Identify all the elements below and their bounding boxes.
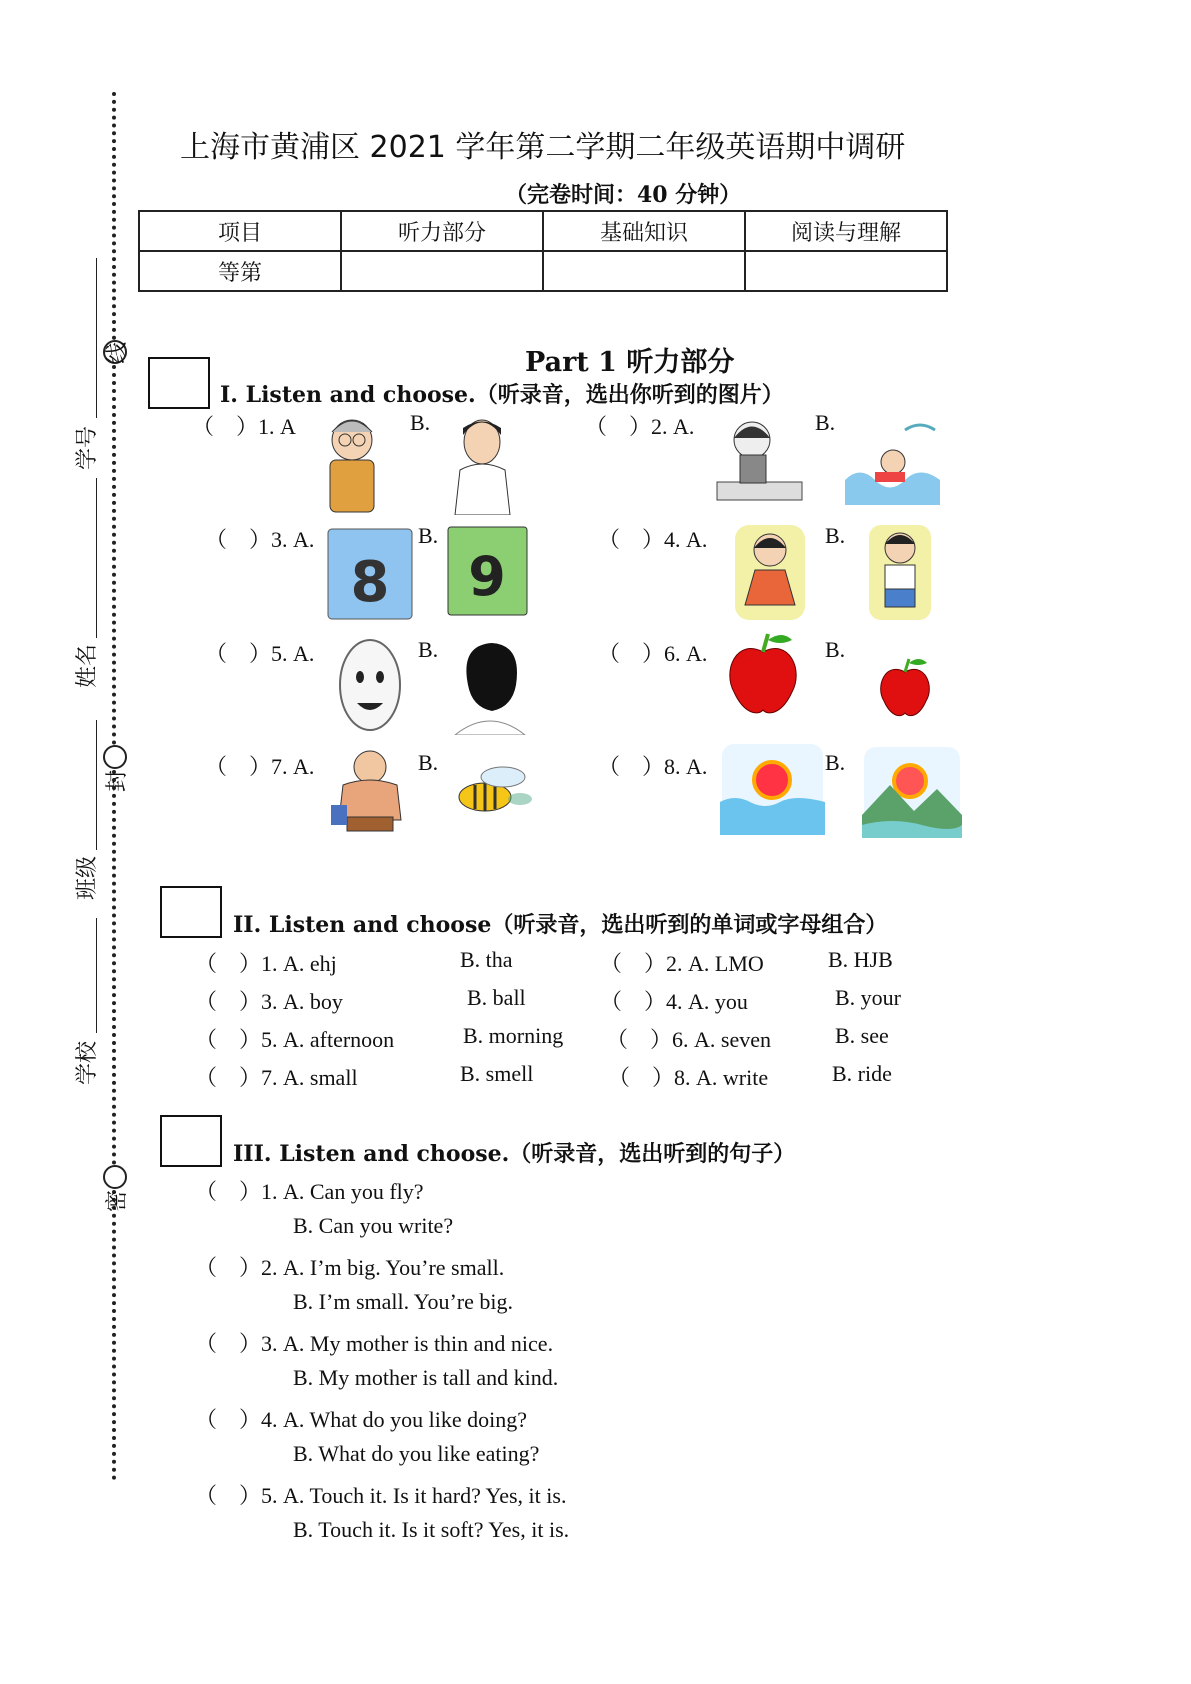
margin-line: [96, 918, 97, 1033]
section2-title: II. Listen and choose（听录音，选出听到的单词或字母组合）: [233, 912, 888, 938]
option-b-label: B.: [418, 750, 439, 775]
section3-title: III. Listen and choose.（听录音，选出听到的句子）: [233, 1141, 796, 1167]
margin-line: [96, 478, 97, 638]
score-box[interactable]: [160, 1115, 222, 1167]
dotted-line: [112, 1190, 116, 1480]
option-b-label: B.: [418, 637, 439, 662]
question-number: （ ）1. A: [192, 414, 296, 439]
question: （ ）2. A. I’m big. You’re small.: [195, 1255, 505, 1280]
circle-mark: [103, 1165, 127, 1189]
margin-mark-feng: 封: [105, 769, 130, 792]
option-b: B. your: [835, 985, 901, 1010]
girl-writing-icon: [712, 410, 807, 505]
number-9-card-icon: [445, 523, 530, 618]
option-b: B. morning: [463, 1023, 564, 1048]
dotted-line: [112, 365, 116, 745]
question: （ ）1. A. ehj: [195, 951, 337, 976]
option-b: B. tha: [460, 947, 513, 972]
boy-icon: [865, 520, 935, 625]
face-icon: [335, 635, 405, 735]
option-b: B. I’m small. You’re big.: [293, 1289, 513, 1314]
svg-text:9: 9: [468, 545, 506, 608]
margin-mark-xian: 线: [105, 341, 130, 364]
option-b: B. see: [835, 1023, 889, 1048]
score-cell[interactable]: [341, 251, 543, 291]
question: （ ）1. A. Can you fly?: [195, 1179, 424, 1204]
score-table: [138, 210, 948, 292]
margin-mark-mi: 密: [105, 1189, 130, 1212]
sunset-hills-icon: [862, 745, 962, 840]
swimming-icon: [845, 410, 940, 505]
question: （ ）4. A. What do you like doing?: [195, 1407, 527, 1432]
man-icon: [445, 410, 520, 515]
option-b-label: B.: [825, 523, 846, 548]
circle-mark: [103, 745, 127, 769]
score-cell[interactable]: [543, 251, 745, 291]
big-apple-icon: [722, 630, 804, 720]
grandma-icon: [312, 410, 392, 515]
option-b: B. ride: [832, 1061, 892, 1086]
score-header: 听力部分: [341, 211, 543, 251]
svg-text:8: 8: [350, 550, 390, 615]
bee-icon: [445, 755, 540, 830]
question-number: （ ）8. A.: [598, 754, 708, 779]
dotted-line: [112, 770, 116, 1165]
option-b: B. My mother is tall and kind.: [293, 1365, 559, 1390]
score-header: 项目: [139, 211, 341, 251]
score-row-label: 等第: [139, 251, 341, 291]
question: （ ）5. A. Touch it. Is it hard? Yes, it is.: [195, 1483, 567, 1508]
margin-label-class: 班级: [75, 855, 100, 900]
small-apple-icon: [875, 655, 935, 720]
number-8-card-icon: [325, 523, 415, 623]
giant-icon: [325, 745, 415, 840]
margin-line: [96, 258, 97, 418]
margin-label-name: 姓名: [75, 643, 100, 688]
question: （ ）3. A. boy: [195, 989, 343, 1014]
question: （ ）8. A. write: [608, 1065, 769, 1090]
option-b: B. HJB: [828, 947, 893, 972]
margin-line: [96, 720, 97, 850]
option-b-label: B.: [418, 523, 439, 548]
option-b: B. Touch it. Is it soft? Yes, it is.: [293, 1517, 570, 1542]
option-b: B. smell: [460, 1061, 534, 1086]
exam-duration: （完卷时间：40 分钟）: [505, 182, 742, 208]
question-number: （ ）3. A.: [205, 527, 315, 552]
page-title: 上海市黄浦区 2021 学年第二学期二年级英语期中调研: [180, 130, 906, 165]
option-b-label: B.: [825, 750, 846, 775]
question-number: （ ）4. A.: [598, 527, 708, 552]
question: （ ）7. A. small: [195, 1065, 358, 1090]
score-header: 阅读与理解: [745, 211, 947, 251]
sunrise-sea-icon: [720, 742, 825, 837]
question: （ ）4. A. you: [600, 989, 748, 1014]
question-number: （ ）6. A.: [598, 641, 708, 666]
question-number: （ ）2. A.: [585, 414, 695, 439]
question: （ ）3. A. My mother is thin and nice.: [195, 1331, 554, 1356]
score-header: 基础知识: [543, 211, 745, 251]
question: （ ）5. A. afternoon: [195, 1027, 395, 1052]
girl-icon: [730, 520, 810, 625]
hair-icon: [450, 635, 530, 735]
part1-title: Part 1 听力部分: [525, 347, 735, 378]
margin-label-school: 学校: [75, 1040, 100, 1085]
question: （ ）6. A. seven: [606, 1027, 771, 1052]
option-b: B. What do you like eating?: [293, 1441, 540, 1466]
score-box[interactable]: [160, 886, 222, 938]
dotted-line: [112, 92, 116, 340]
score-cell[interactable]: [745, 251, 947, 291]
question: （ ）2. A. LMO: [600, 951, 764, 976]
option-b: B. Can you write?: [293, 1213, 454, 1238]
section1-title: I. Listen and choose.（听录音，选出你听到的图片）: [220, 382, 784, 408]
score-box[interactable]: [148, 357, 210, 409]
option-b-label: B.: [815, 410, 836, 435]
question-number: （ ）5. A.: [205, 641, 315, 666]
option-b-label: B.: [410, 410, 431, 435]
question-number: （ ）7. A.: [205, 754, 315, 779]
option-b-label: B.: [825, 637, 846, 662]
margin-label-student-id: 学号: [75, 425, 100, 470]
option-b: B. ball: [467, 985, 526, 1010]
